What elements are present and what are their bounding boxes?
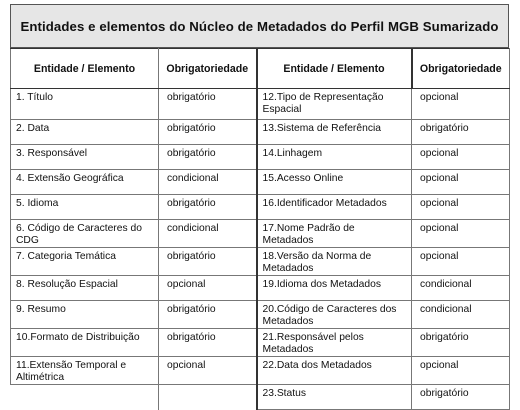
table-row <box>11 276 510 301</box>
right-entity-cell: 17.Nome Padrão de Metadados <box>257 220 412 248</box>
left-status-cell: obrigatório <box>159 248 257 276</box>
right-status-cell: obrigatório <box>412 120 510 145</box>
left-status-cell: obrigatório <box>159 145 257 170</box>
left-entity-cell: 4. Extensão Geográfica <box>11 170 159 195</box>
left-entity-cell: 9. Resumo <box>11 301 159 329</box>
left-entity-cell: 2. Data <box>11 120 159 145</box>
table-row <box>11 329 510 357</box>
table-row <box>11 385 510 410</box>
header-entity-right: Entidade / Elemento <box>257 49 412 89</box>
right-status-cell: opcional <box>412 89 510 120</box>
table-row <box>11 248 510 276</box>
left-status-cell: obrigatório <box>159 329 257 357</box>
left-status-cell: opcional <box>159 276 257 301</box>
right-status-cell: opcional <box>412 220 510 248</box>
left-status-cell <box>159 385 257 410</box>
left-entity-cell <box>11 385 159 410</box>
right-entity-cell: 20.Código de Caracteres dos Metadados <box>257 301 412 329</box>
right-entity-cell: 16.Identificador Metadados <box>257 195 412 220</box>
left-entity-cell: 3. Responsável <box>11 145 159 170</box>
left-status-cell: condicional <box>159 170 257 195</box>
left-entity-cell: 1. Título <box>11 89 159 120</box>
right-status-cell: opcional <box>412 357 510 385</box>
table-row <box>11 170 510 195</box>
table-row <box>11 220 510 248</box>
left-status-cell: opcional <box>159 357 257 385</box>
left-entity-cell: 8. Resolução Espacial <box>11 276 159 301</box>
header-status-left: Obrigatoriedade <box>159 49 257 89</box>
right-status-cell: condicional <box>412 301 510 329</box>
left-status-cell: obrigatório <box>159 301 257 329</box>
right-entity-cell: 13.Sistema de Referência <box>257 120 412 145</box>
right-entity-cell: 19.Idioma dos Metadados <box>257 276 412 301</box>
right-status-cell: obrigatório <box>412 329 510 357</box>
right-status-cell: opcional <box>412 170 510 195</box>
table-title: Entidades e elementos do Núcleo de Metadados do Perfil MGB Sumarizado <box>10 4 509 48</box>
left-entity-cell: 7. Categoria Temática <box>11 248 159 276</box>
right-status-cell: condicional <box>412 276 510 301</box>
metadata-elements-table <box>10 48 510 410</box>
right-entity-cell: 22.Data dos Metadados <box>257 357 412 385</box>
right-entity-cell: 21.Responsável pelos Metadados <box>257 329 412 357</box>
table-row <box>11 301 510 329</box>
right-status-cell: opcional <box>412 195 510 220</box>
right-status-cell: obrigatório <box>412 385 510 410</box>
left-status-cell: obrigatório <box>159 195 257 220</box>
table-row <box>11 357 510 385</box>
table-row <box>11 145 510 170</box>
right-status-cell: opcional <box>412 248 510 276</box>
left-entity-cell: 6. Código de Caracteres do CDG <box>11 220 159 248</box>
table-row <box>11 89 510 120</box>
header-entity-left: Entidade / Elemento <box>11 49 159 89</box>
right-entity-cell: 18.Versão da Norma de Metadados <box>257 248 412 276</box>
table-row <box>11 120 510 145</box>
right-status-cell: opcional <box>412 145 510 170</box>
right-entity-cell: 12.Tipo de Representação Espacial <box>257 89 412 120</box>
left-entity-cell: 10.Formato de Distribuição <box>11 329 159 357</box>
right-entity-cell: 23.Status <box>257 385 412 410</box>
header-status-right: Obrigatoriedade <box>412 49 510 89</box>
right-entity-cell: 15.Acesso Online <box>257 170 412 195</box>
left-status-cell: obrigatório <box>159 89 257 120</box>
header-row <box>11 49 510 89</box>
left-status-cell: condicional <box>159 220 257 248</box>
right-entity-cell: 14.Linhagem <box>257 145 412 170</box>
table-row <box>11 195 510 220</box>
left-entity-cell: 11.Extensão Temporal e Altimétrica <box>11 357 159 385</box>
left-status-cell: obrigatório <box>159 120 257 145</box>
left-entity-cell: 5. Idioma <box>11 195 159 220</box>
